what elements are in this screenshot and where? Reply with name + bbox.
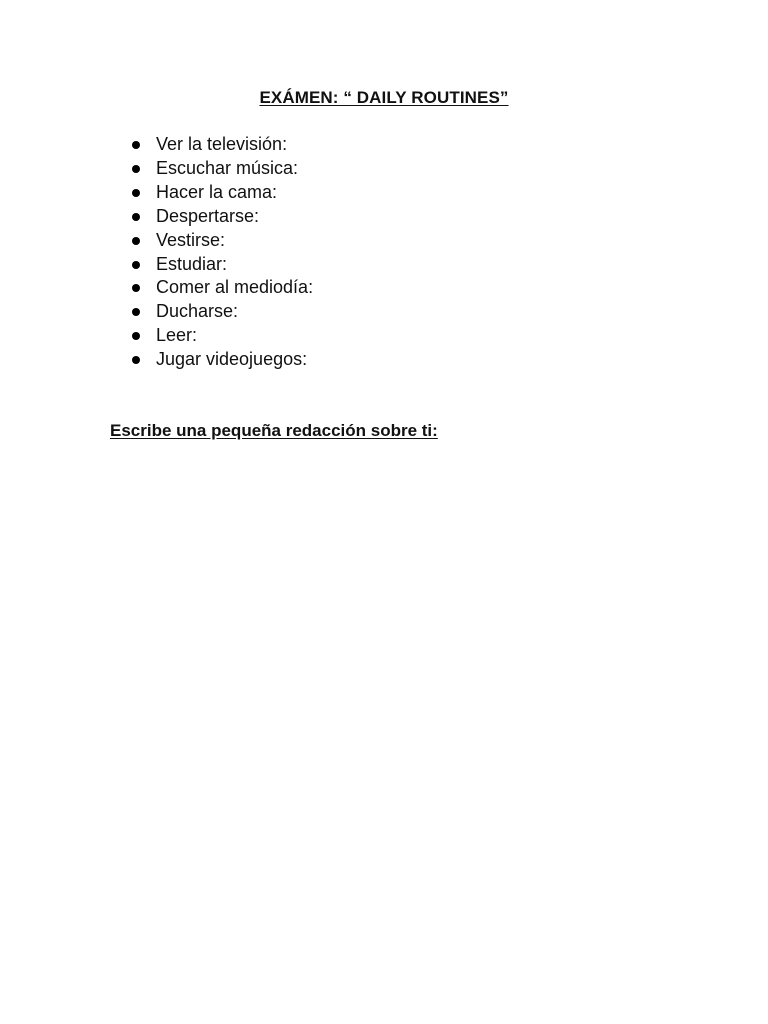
bullet-icon (132, 213, 140, 221)
activity-label: Despertarse: (156, 205, 260, 226)
bullet-icon (132, 332, 140, 340)
activity-label: Hacer la cama: (156, 181, 278, 202)
bullet-icon (132, 308, 140, 316)
list-item (156, 348, 313, 372)
list-item (156, 133, 313, 157)
activity-label: Ver la televisión: (156, 134, 288, 154)
list-item (156, 181, 313, 205)
list-item (156, 205, 313, 229)
activity-label: Vestirse: (156, 229, 226, 250)
activity-label: Escuchar música: (156, 157, 299, 178)
activity-label: Leer: (156, 325, 198, 346)
bullet-icon (132, 261, 140, 269)
bullet-icon (132, 165, 140, 173)
bullet-icon (132, 237, 140, 245)
bullet-icon (132, 189, 140, 197)
exam-title: EXÁMEN: “ DAILY ROUTINES” (259, 88, 509, 107)
writing-prompt: Escribe una pequeña redacción sobre ti: (110, 421, 438, 440)
bullet-icon (132, 356, 140, 364)
list-item (156, 229, 313, 253)
activity-label: Estudiar: (156, 253, 228, 274)
activity-list (156, 133, 313, 372)
activity-label: Ducharse: (156, 301, 239, 322)
list-item (156, 324, 313, 348)
activity-label: Jugar videojuegos: (156, 349, 308, 370)
list-item (156, 157, 313, 181)
bullet-icon (132, 284, 140, 292)
list-item (156, 253, 313, 277)
list-item (156, 300, 313, 324)
list-item (156, 276, 313, 300)
activity-label: Comer al mediodía: (156, 277, 314, 298)
bullet-icon (132, 141, 140, 149)
